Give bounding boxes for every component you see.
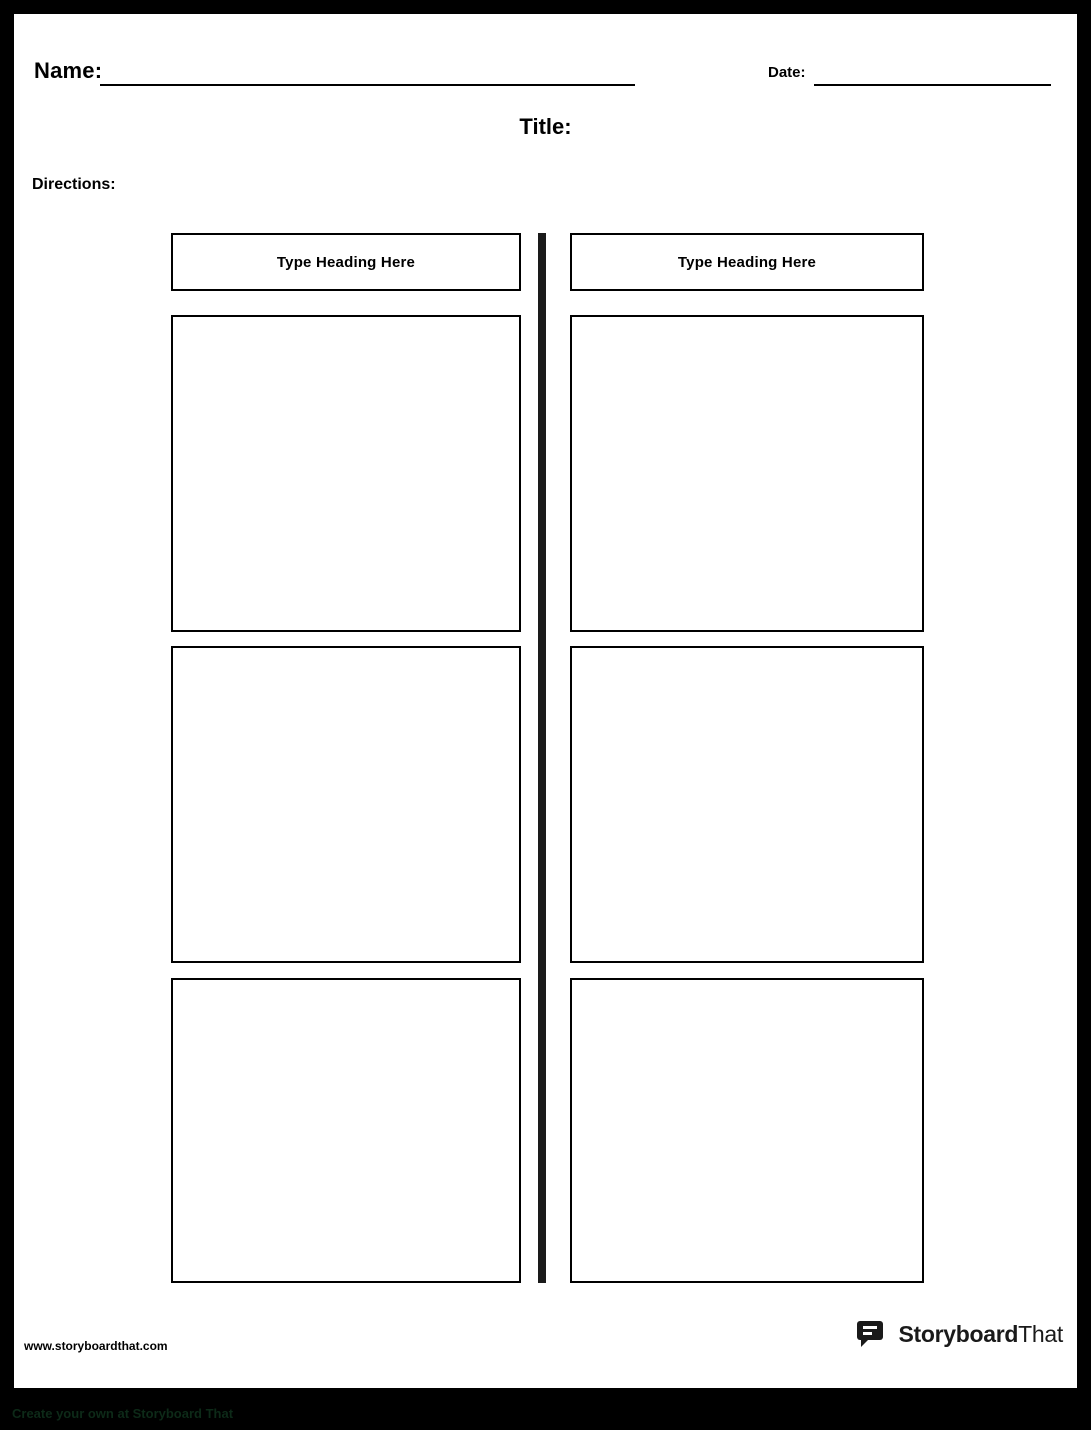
header-row xyxy=(14,58,1077,92)
column-divider xyxy=(538,233,546,1283)
bottom-strip-text: Create your own at Storyboard That xyxy=(12,1406,234,1421)
footer-url[interactable]: www.storyboardthat.com xyxy=(24,1339,168,1353)
title-label[interactable]: Title: xyxy=(519,114,572,139)
brand-text xyxy=(898,1321,1063,1348)
date-write-line[interactable] xyxy=(814,84,1051,86)
bottom-strip xyxy=(0,1404,1091,1430)
cell-left-3[interactable] xyxy=(171,978,521,1283)
name-label: Name: xyxy=(34,58,103,83)
brand-text-second: That xyxy=(1018,1320,1063,1347)
worksheet-page xyxy=(14,14,1077,1388)
cell-right-1[interactable] xyxy=(570,315,924,632)
speech-bubble-icon xyxy=(856,1320,890,1348)
column-left-heading-box[interactable] xyxy=(171,233,521,291)
column-right-heading-text: Type Heading Here xyxy=(677,253,817,271)
comparison-grid xyxy=(14,220,1077,1280)
name-write-line[interactable] xyxy=(100,84,635,86)
cell-left-2[interactable] xyxy=(171,646,521,963)
date-label: Date: xyxy=(768,64,806,81)
brand-text-first: Storyboard xyxy=(898,1320,1019,1347)
directions-label[interactable]: Directions: xyxy=(32,176,116,193)
column-right-heading-box[interactable] xyxy=(570,233,924,291)
column-left-heading-text: Type Heading Here xyxy=(276,253,416,271)
cell-right-3[interactable] xyxy=(570,978,924,1283)
cell-right-2[interactable] xyxy=(570,646,924,963)
brand-logo xyxy=(856,1320,1063,1348)
cell-left-1[interactable] xyxy=(171,315,521,632)
